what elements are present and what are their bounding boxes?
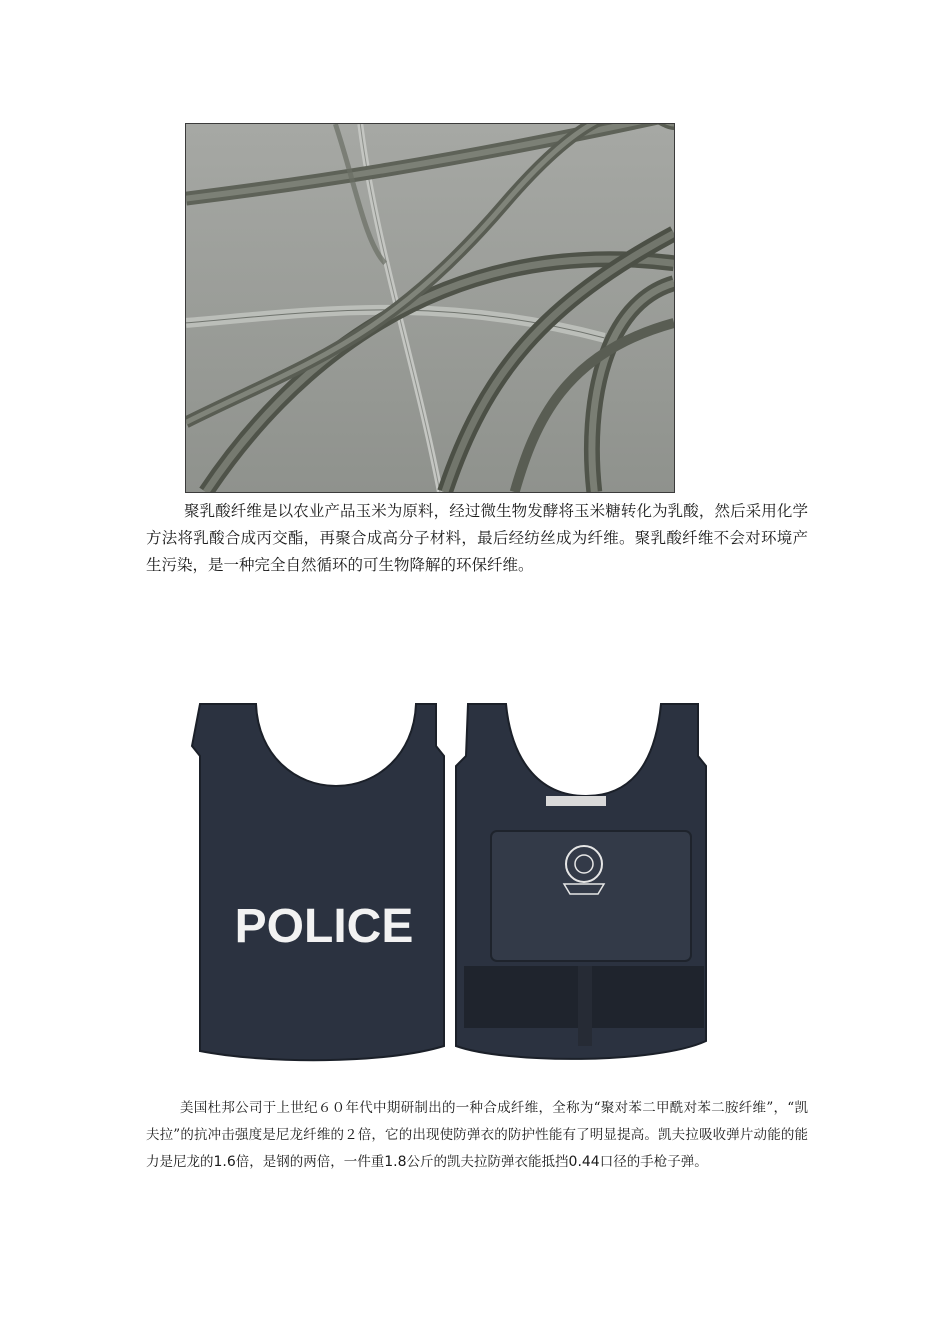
- kevlar-paragraph: [146, 1095, 808, 1176]
- vest-back-shape: [192, 704, 444, 1060]
- kevlar-text-4: 口径的手枪子弹。: [599, 1154, 708, 1170]
- vest-police-label: POLICE: [234, 900, 414, 953]
- bulletproof-vest-photo: [186, 696, 736, 1076]
- vest-illustration: [186, 696, 736, 1076]
- fiber-illustration: [186, 124, 674, 492]
- pla-fiber-paragraph: 聚乳酸纤维是以农业产品玉米为原料，经过微生物发酵将玉米糖转化为乳酸，然后采用化学方法将乳酸合成丙交酯，再聚合成高分子材料，最后经纺丝成为纤维。聚乳酸纤维不会对环境产生污染，是一种完全自然循环的可生物降解的环保纤维。: [146, 502, 808, 574]
- vest-front-panel: [491, 831, 691, 961]
- kevlar-text-1: 美国杜邦公司于上世纪６０年代中期研制出的一种合成纤维，全称为“聚对苯二甲酰对苯二胺纤维”，“凯夫拉”的抗冲击强度是尼龙纤维的２倍，它的出现使防弹衣的防护性能有了明显提高。凯夫拉吸收弹片动能的能力是尼龙的: [146, 1100, 808, 1170]
- vest-tag: [546, 796, 606, 806]
- kevlar-text-2: 倍，是钢的两倍，一件重: [235, 1154, 385, 1170]
- fiber-microscope-photo: [185, 123, 675, 493]
- kevlar-text-3: 公斤的凯夫拉防弹衣能抵挡: [406, 1154, 569, 1170]
- kevlar-number-1: 1.6: [213, 1154, 236, 1170]
- kevlar-number-3: 0.44: [568, 1154, 600, 1170]
- kevlar-number-2: 1.8: [384, 1154, 407, 1170]
